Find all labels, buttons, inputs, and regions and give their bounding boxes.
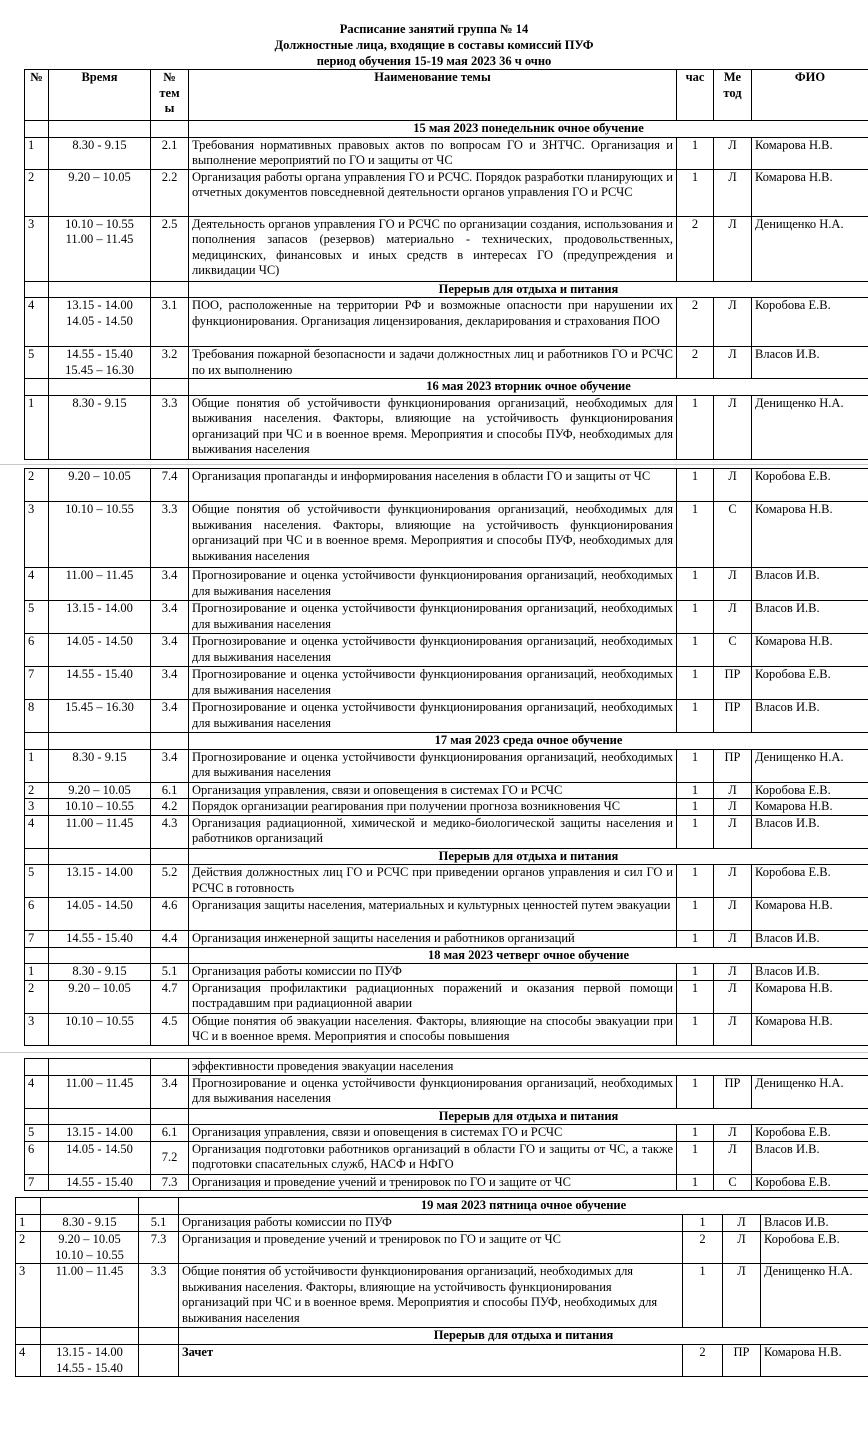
row-topic-num: 6.1 [151,782,189,799]
row-hours: 1 [677,865,714,898]
row-hours: 1 [683,1264,723,1328]
row-time: 9.20 – 10.05 [49,169,151,216]
day-row [16,1198,868,1215]
row-topic-num [139,1345,179,1377]
col-topic-num-header: № тем ы [151,70,189,121]
row-hours: 2 [677,347,714,379]
row-time: 14.55 - 15.40 [49,931,151,948]
row-topic: Требования нормативных правовых актов по вопросам ГО и ЗНТЧС. Организация и выполнение мероприятий по ГО и защиты от ЧС [189,137,677,169]
day-row [25,121,868,138]
row-topic-num: 7.3 [139,1232,179,1264]
row-fio: Денищенко Н.А. [752,216,868,281]
row-fio: Власов И.В. [752,568,868,601]
row-topic: Зачет [179,1345,683,1377]
row-topic: Деятельность органов управления ГО и РСЧС по организации создания, использования и пополнения запасов (резервов) материально - технических, продовольственных, медицинских, финансовых и иных средств в интересах ГО (предупреждения и ликвидации ЧС) [189,216,677,281]
row-hours: 1 [677,1141,714,1174]
row-topic-num: 3.4 [151,749,189,782]
row-hours: 1 [677,169,714,216]
table-row [25,1141,868,1174]
day-label: 18 мая 2023 четверг очное обучение [189,947,868,964]
time-line: 15.45 – 16.30 [65,362,134,377]
row-hours: 1 [677,634,714,667]
row-fio: Власов И.В. [761,1215,868,1232]
row-topic: Прогнозирование и оценка устойчивости функционирования организаций, необходимых для выживания населения [189,749,677,782]
col-fio-header: ФИО [752,70,868,121]
row-topic: Организация подготовки работников организаций в области ГО и защиты от ЧС, а также подготовки спасательных служб, НАСФ и НФГО [189,1141,677,1174]
row-method: Л [714,865,752,898]
table-row [16,1232,868,1264]
table-row [25,865,868,898]
row-topic: ПОО, расположенные на территории РФ и возможные опасности при нарушении их функционирования. Организация лицензирования, декларирования и страхования ПОО [189,298,677,347]
schedule-title: Расписание занятий группа № 14 [339,22,529,36]
row-hours: 1 [683,1215,723,1232]
row-time: 14.05 - 14.50 [49,898,151,931]
row-fio: Коробова Е.В. [752,865,868,898]
break-row [16,1328,868,1345]
row-topic-num: 4.6 [151,898,189,931]
row-topic: Общие понятия об устойчивости функционирования организаций, необходимых для выживания населения. Факторы, влияющие на устойчивость функционирования организаций при ЧС и в военное время. Мероприятия и способы ПУФ, необходимых для выживания населения [189,395,677,459]
row-method: С [714,1174,752,1191]
row-hours: 1 [677,799,714,816]
row-time: 9.20 – 10.05 [49,980,151,1013]
time-line: 9.20 – 10.05 [58,1232,121,1246]
row-topic-num: 4.4 [151,931,189,948]
row-number: 3 [16,1264,41,1328]
table-row [25,980,868,1013]
row-number: 3 [25,1013,49,1045]
break-label: Перерыв для отдыха и питания [179,1328,868,1345]
col-num-header: № [25,70,49,121]
row-topic-num: 4.2 [151,799,189,816]
row-method: Л [714,395,752,459]
table-row [25,347,868,379]
row-method: Л [714,964,752,981]
row-time: 13.15 - 14.00 [49,1125,151,1142]
row-topic: Организация управления, связи и оповещения в системах ГО и РСЧС [189,782,677,799]
row-method: Л [714,216,752,281]
schedule-subtitle: Должностные лица, входящие в составы комиссий ПУФ [274,38,594,52]
row-topic-num: 5.1 [139,1215,179,1232]
row-number: 1 [25,749,49,782]
row-topic: Прогнозирование и оценка устойчивости функционирования организаций, необходимых для выживания населения [189,568,677,601]
row-hours: 1 [677,964,714,981]
page-break-line [0,1052,868,1053]
row-fio: Коробова Е.В. [752,469,868,502]
row-fio: Денищенко Н.А. [752,1075,868,1108]
row-fio: Денищенко Н.А. [761,1264,868,1328]
row-number: 2 [25,469,49,502]
row-method: Л [714,298,752,347]
row-hours: 1 [677,502,714,568]
row-topic: Прогнозирование и оценка устойчивости функционирования организаций, необходимых для выживания населения [189,1075,677,1108]
row-hours: 1 [677,137,714,169]
row-topic-num: 3.3 [139,1264,179,1328]
row-method: ПР [723,1345,761,1377]
row-topic: Организация радиационной, химической и медико-биологической защиты населения и работников организаций [189,815,677,848]
row-time: 14.55 - 15.40 [49,667,151,700]
day-row [25,947,868,964]
row-topic-num: 7.4 [151,469,189,502]
row-hours: 1 [677,1075,714,1108]
row-fio: Власов И.В. [752,931,868,948]
row-method: ПР [714,667,752,700]
row-topic-num: 2.5 [151,216,189,281]
row-time: 11.00 – 11.45 [49,815,151,848]
row-topic-num: 5.2 [151,865,189,898]
row-method: Л [714,1125,752,1142]
row-fio: Комарова Н.В. [761,1345,868,1377]
col-time-header: Время [49,70,151,121]
row-method: Л [714,980,752,1013]
day-label: 15 мая 2023 понедельник очное обучение [189,121,868,138]
row-time: 14.05 - 14.50 [49,634,151,667]
row-method: Л [714,137,752,169]
row-fio: Коробова Е.В. [752,1125,868,1142]
row-fio: Власов И.В. [752,347,868,379]
row-hours: 1 [677,931,714,948]
row-hours: 1 [677,700,714,733]
row-topic-num: 5.1 [151,964,189,981]
row-number: 6 [25,1141,49,1174]
day-label: 17 мая 2023 среда очное обучение [189,733,868,750]
schedule-table-page-1 [24,69,868,460]
row-hours: 2 [683,1345,723,1377]
table-row [25,931,868,948]
row-method: Л [723,1215,761,1232]
row-number: 2 [16,1232,41,1264]
row-fio: Комарова Н.В. [752,137,868,169]
row-topic: Действия должностных лиц ГО и РСЧС при приведении органов управления и сил ГО и РСЧС в готовность [189,865,677,898]
row-fio: Комарова Н.В. [752,502,868,568]
row-fio: Власов И.В. [752,700,868,733]
row-topic-num: 2.1 [151,137,189,169]
row-topic: Порядок организации реагирования при получении прогноза возникновения ЧС [189,799,677,816]
row-method: Л [714,169,752,216]
row-time [49,347,151,379]
row-fio: Власов И.В. [752,815,868,848]
row-hours: 1 [677,815,714,848]
row-hours: 1 [677,1174,714,1191]
row-topic: Требования пожарной безопасности и задачи должностных лиц и работников ГО и РСЧС по их выполнению [189,347,677,379]
row-topic-num: 3.2 [151,347,189,379]
row-topic: Организация защиты населения, материальных и культурных ценностей путем эвакуации [189,898,677,931]
day-label: 16 мая 2023 вторник очное обучение [189,379,868,396]
row-hours: 2 [677,216,714,281]
schedule-period: период обучения 15-19 мая 2023 36 ч очно [316,54,552,68]
break-row [25,848,868,865]
row-topic: Прогнозирование и оценка устойчивости функционирования организаций, необходимых для выживания населения [189,667,677,700]
row-time: 8.30 - 9.15 [49,395,151,459]
row-method: Л [714,898,752,931]
row-topic: Организация и проведение учений и тренировок по ГО и защите от ЧС [189,1174,677,1191]
table-row [25,137,868,169]
row-fio: Коробова Е.В. [761,1232,868,1264]
row-time [49,298,151,347]
table-row [25,568,868,601]
row-method: Л [714,782,752,799]
row-method: Л [714,799,752,816]
row-number: 6 [25,898,49,931]
row-number: 3 [25,502,49,568]
row-number: 5 [25,1125,49,1142]
row-method: Л [714,568,752,601]
time-line: 13.15 - 14.00 [66,298,133,312]
table-row [25,1125,868,1142]
row-number: 5 [25,865,49,898]
row-method: Л [714,469,752,502]
row-fio: Коробова Е.В. [752,667,868,700]
row-topic-num: 3.4 [151,700,189,733]
row-number: 3 [25,799,49,816]
col-hours-header: час [677,70,714,121]
row-time: 11.00 – 11.45 [49,568,151,601]
row-fio: Власов И.В. [752,964,868,981]
row-topic-num: 4.7 [151,980,189,1013]
col-topic-header: Наименование темы [189,70,677,121]
table-row [25,667,868,700]
table-row [25,749,868,782]
row-time: 11.00 – 11.45 [41,1264,139,1328]
break-row [25,1108,868,1125]
row-time: 10.10 – 10.55 [49,799,151,816]
break-label: Перерыв для отдыха и питания [189,1108,868,1125]
row-topic: Организация работы органа управления ГО и РСЧС. Порядок разработки планирующих и отчетных документов повседневной деятельности органов управления ГО и РСЧС [189,169,677,216]
row-time: 14.05 - 14.50 [49,1141,151,1174]
table-row [25,799,868,816]
row-time: 10.10 – 10.55 [49,502,151,568]
row-number: 2 [25,782,49,799]
row-hours: 2 [683,1232,723,1264]
row-hours: 1 [677,568,714,601]
row-topic: Организация и проведение учений и тренировок по ГО и защите от ЧС [179,1232,683,1264]
row-number: 7 [25,667,49,700]
day-row [25,379,868,396]
row-time: 8.30 - 9.15 [49,964,151,981]
table-row [25,634,868,667]
table-row [25,395,868,459]
row-hours: 1 [677,749,714,782]
row-topic-num: 2.2 [151,169,189,216]
row-fio: Комарова Н.В. [752,169,868,216]
row-topic-num: 3.4 [151,634,189,667]
row-number: 7 [25,1174,49,1191]
row-time [41,1345,139,1377]
row-hours: 1 [677,898,714,931]
row-topic: Общие понятия об устойчивости функционирования организаций, необходимых для выживания населения. Факторы, влияющие на устойчивость функционирования организаций при ЧС и в военное время. Мероприятия и способы ПУФ, необходимых для выживания населения [189,502,677,568]
row-fio: Комарова Н.В. [752,980,868,1013]
row-time: 11.00 – 11.45 [49,1075,151,1108]
row-method: С [714,502,752,568]
row-method: Л [714,931,752,948]
row-hours: 1 [677,980,714,1013]
row-method: Л [714,1013,752,1045]
row-hours: 1 [677,667,714,700]
row-topic-num: 6.1 [151,1125,189,1142]
row-number: 4 [25,298,49,347]
row-time: 8.30 - 9.15 [49,749,151,782]
row-number: 4 [25,1075,49,1108]
table-row [16,1264,868,1328]
schedule-table-page-4 [15,1197,868,1377]
day-label: 19 мая 2023 пятница очное обучение [179,1198,868,1215]
row-topic: Организация работы комиссии по ПУФ [179,1215,683,1232]
table-row [25,502,868,568]
row-fio: Денищенко Н.А. [752,749,868,782]
row-fio: Коробова Е.В. [752,782,868,799]
row-time: 9.20 – 10.05 [49,469,151,502]
row-number: 4 [25,568,49,601]
row-time: 15.45 – 16.30 [49,700,151,733]
row-method: Л [714,1141,752,1174]
row-topic-num: 3.3 [151,395,189,459]
row-number: 4 [16,1345,41,1377]
row-method: Л [723,1264,761,1328]
row-number: 2 [25,169,49,216]
time-line: 14.55 - 15.40 [66,347,133,361]
row-number: 8 [25,700,49,733]
row-method: Л [714,815,752,848]
row-number: 1 [16,1215,41,1232]
row-number: 4 [25,815,49,848]
row-method: Л [714,601,752,634]
time-line: 10.10 – 10.55 [65,216,134,231]
row-time: 14.55 - 15.40 [49,1174,151,1191]
row-topic: Общие понятия об устойчивости функционирования организаций, необходимых для выживания населения. Факторы, влияющие на устойчивость функционирования организаций при ЧС и в военное время. Мероприятия и способы ПУФ, необходимых для выживания населения [179,1264,683,1328]
table-row [16,1215,868,1232]
row-number: 1 [25,964,49,981]
time-line: 10.10 – 10.55 [55,1247,124,1262]
row-number: 5 [25,347,49,379]
row-number: 7 [25,931,49,948]
row-topic-num: 3.4 [151,568,189,601]
time-line: 14.05 - 14.50 [66,313,133,328]
break-label: Перерыв для отдыха и питания [189,848,868,865]
schedule-table-page-3 [24,1058,868,1191]
break-label: Перерыв для отдыха и питания [189,281,868,298]
table-row [25,898,868,931]
row-topic: Общие понятия об эвакуации населения. Факторы, влияющие на способы эвакуации при ЧС и в военное время. Мероприятия и способы повышения [189,1013,677,1045]
row-number: 6 [25,634,49,667]
row-fio: Комарова Н.В. [752,1013,868,1045]
row-topic-num: 3.4 [151,667,189,700]
row-time: 10.10 – 10.55 [49,1013,151,1045]
table-row [25,815,868,848]
row-fio: Власов И.В. [752,601,868,634]
row-number: 2 [25,980,49,1013]
row-fio: Коробова Е.В. [752,1174,868,1191]
row-method: С [714,634,752,667]
break-row [25,281,868,298]
row-number: 1 [25,137,49,169]
row-time [41,1232,139,1264]
row-topic: Прогнозирование и оценка устойчивости функционирования организаций, необходимых для выживания населения [189,634,677,667]
row-topic-num: 7.3 [151,1174,189,1191]
row-time: 13.15 - 14.00 [49,865,151,898]
row-topic-continuation: эффективности проведения эвакуации населения [189,1059,868,1076]
row-topic: Организация инженерной защиты населения и работников организаций [189,931,677,948]
table-row [25,700,868,733]
continuation-row [25,1059,868,1076]
row-hours: 1 [677,1125,714,1142]
table-row [25,1174,868,1191]
row-topic: Прогнозирование и оценка устойчивости функционирования организаций, необходимых для выживания населения [189,700,677,733]
row-hours: 1 [677,601,714,634]
row-time [49,216,151,281]
row-method: ПР [714,700,752,733]
table-row [25,1075,868,1108]
row-topic: Организация работы комиссии по ПУФ [189,964,677,981]
row-number: 3 [25,216,49,281]
row-hours: 1 [677,1013,714,1045]
table-row [25,782,868,799]
row-topic-num: 4.5 [151,1013,189,1045]
row-fio: Комарова Н.В. [752,799,868,816]
table-row [25,1013,868,1045]
time-line: 14.55 - 15.40 [56,1360,123,1375]
row-method: Л [723,1232,761,1264]
row-fio: Денищенко Н.А. [752,395,868,459]
row-hours: 1 [677,395,714,459]
time-line: 11.00 – 11.45 [65,232,134,246]
row-topic-num: 7.2 [151,1141,189,1174]
row-topic-num: 4.3 [151,815,189,848]
row-fio: Власов И.В. [752,1141,868,1174]
row-hours: 1 [677,469,714,502]
row-time: 9.20 – 10.05 [49,782,151,799]
row-topic-num: 3.3 [151,502,189,568]
row-method: Л [714,347,752,379]
row-time: 13.15 - 14.00 [49,601,151,634]
table-row [16,1345,868,1377]
row-hours: 1 [677,782,714,799]
table-header [25,70,868,121]
table-row [25,169,868,216]
day-row [25,733,868,750]
row-topic: Прогнозирование и оценка устойчивости функционирования организаций, необходимых для выживания населения [189,601,677,634]
row-fio: Комарова Н.В. [752,898,868,931]
row-time: 8.30 - 9.15 [49,137,151,169]
table-row [25,964,868,981]
row-method: ПР [714,1075,752,1108]
row-number: 1 [25,395,49,459]
table-row [25,298,868,347]
table-row [25,469,868,502]
row-hours: 2 [677,298,714,347]
row-topic-num: 3.1 [151,298,189,347]
row-fio: Коробова Е.В. [752,298,868,347]
row-method: ПР [714,749,752,782]
col-method-header: Ме тод [714,70,752,121]
row-number: 5 [25,601,49,634]
row-topic: Организация профилактики радиационных поражений и оказания первой помощи пострадавшим при радиационной аварии [189,980,677,1013]
page-break-line [0,464,868,465]
row-topic-num: 3.4 [151,601,189,634]
time-line: 13.15 - 14.00 [56,1345,123,1359]
table-row [25,601,868,634]
row-topic-num: 3.4 [151,1075,189,1108]
row-topic: Организация управления, связи и оповещения в системах ГО и РСЧС [189,1125,677,1142]
row-time: 8.30 - 9.15 [41,1215,139,1232]
schedule-table-page-2 [24,468,868,1046]
row-fio: Комарова Н.В. [752,634,868,667]
row-topic: Организация пропаганды и информирования населения в области ГО и защиты от ЧС [189,469,677,502]
table-row [25,216,868,281]
